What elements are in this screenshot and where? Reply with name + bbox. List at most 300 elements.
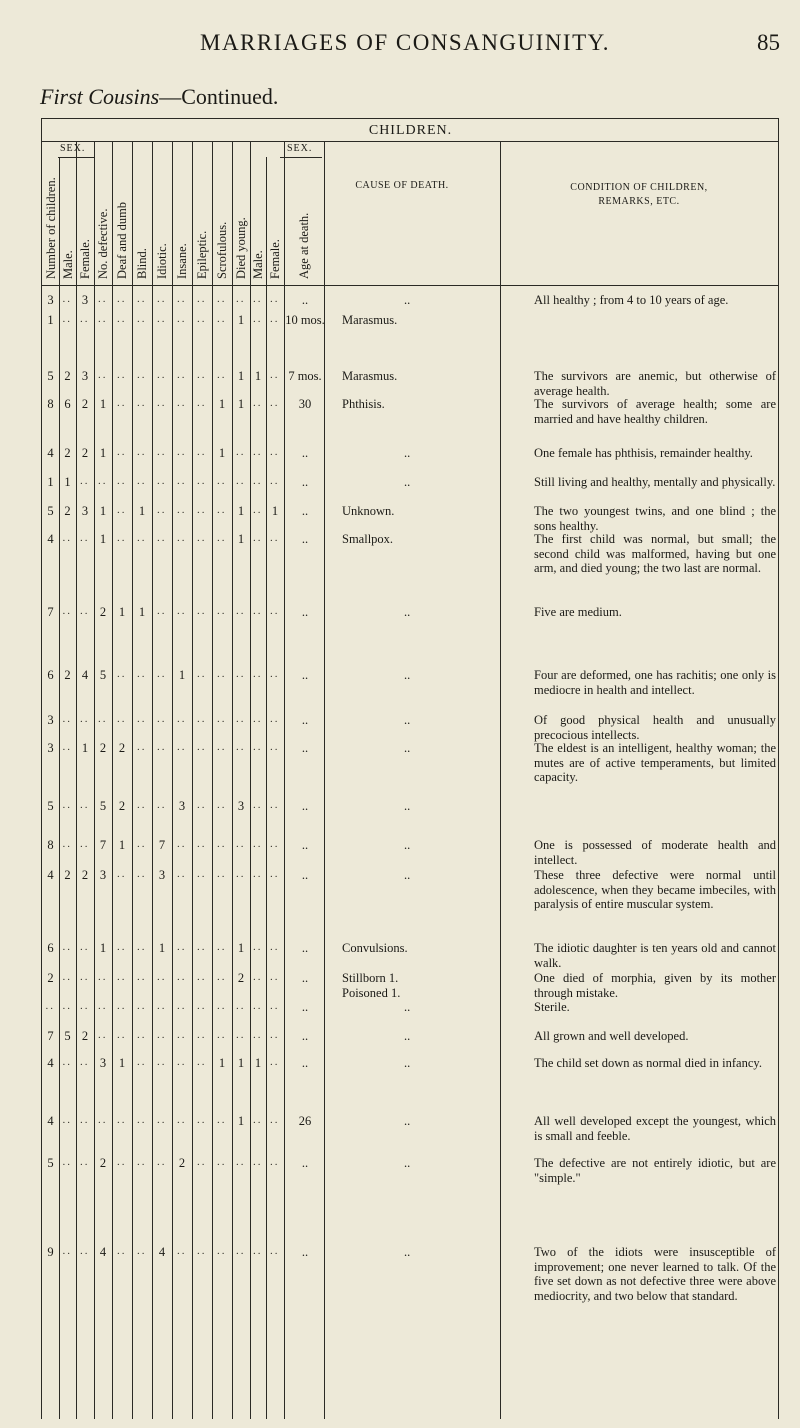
cause-header: CAUSE OF DEATH. (355, 180, 449, 191)
count-cell: 2 (64, 668, 71, 682)
count-cell: 4 (47, 532, 54, 546)
count-cell: 2 (47, 971, 54, 985)
age-at-death: .. (301, 532, 309, 546)
leader-dots: .. (270, 941, 280, 953)
leader-dots: .. (177, 1029, 187, 1041)
cause-of-death: Phthisis. (342, 397, 385, 411)
remark: All grown and well developed. (534, 1029, 689, 1043)
leader-dots: .. (197, 838, 207, 850)
column-header: Female. (78, 239, 92, 279)
column-rule (250, 141, 251, 1419)
leader-dots: .. (177, 1245, 187, 1257)
remark: The survivors are anemic, but otherwise of average health. (534, 369, 776, 398)
leader-dots: .. (157, 799, 167, 811)
column-header: Age at death. (297, 212, 311, 279)
count-cell: 5 (64, 1029, 71, 1043)
leader-dots: .. (177, 1114, 187, 1126)
leader-dots: .. (217, 741, 227, 753)
column-header: Female. (268, 239, 282, 279)
column-header: Male. (60, 250, 75, 279)
leader-dots: .. (117, 532, 127, 544)
age-at-death: .. (301, 1000, 309, 1014)
leader-dots: .. (270, 1029, 280, 1041)
count-cell: 1 (237, 369, 245, 383)
count-cell: 3 (47, 293, 54, 307)
leader-dots: .. (137, 369, 147, 381)
condition-header-2: REMARKS, ETC. (598, 196, 680, 207)
leader-dots: .. (80, 1156, 90, 1168)
leader-dots: .. (137, 1056, 147, 1068)
leader-dots: .. (177, 713, 187, 725)
column-rule (152, 141, 153, 1419)
leader-dots: .. (177, 1000, 187, 1012)
age-at-death: .. (301, 446, 309, 460)
leader-dots: .. (80, 313, 90, 325)
count-cell: 1 (118, 1056, 126, 1070)
leader-dots: .. (80, 1000, 90, 1012)
column-header: Deaf and dumb (115, 201, 129, 279)
count-cell: 1 (118, 605, 126, 619)
leader-dots: .. (98, 1029, 108, 1041)
leader-dots: .. (217, 941, 227, 953)
age-at-death: 10 mos. (285, 313, 325, 327)
leader-dots: .. (270, 971, 280, 983)
leader-dots: .. (197, 532, 207, 544)
leader-dots: .. (98, 475, 108, 487)
remark: Still living and healthy, mentally and physically. (534, 475, 776, 489)
count-cell: 5 (99, 668, 107, 682)
count-cell: 4 (47, 1114, 54, 1128)
leader-dots: .. (253, 941, 263, 953)
leader-dots: .. (62, 713, 72, 725)
leader-dots: .. (98, 313, 108, 325)
leader-dots: .. (137, 293, 147, 305)
leader-dots: .. (270, 1056, 280, 1068)
cause-of-death: .. (404, 475, 411, 489)
remark: Five are medium. (534, 605, 622, 619)
leader-dots: .. (217, 369, 227, 381)
leader-dots: .. (236, 838, 246, 850)
age-at-death: 26 (298, 1114, 312, 1128)
age-at-death: .. (301, 838, 309, 852)
leader-dots: .. (253, 1114, 263, 1126)
leader-dots: .. (157, 446, 167, 458)
leader-dots: .. (236, 293, 246, 305)
age-at-death: .. (301, 868, 309, 882)
leader-dots: .. (177, 941, 187, 953)
age-at-death: .. (301, 605, 309, 619)
leader-dots: .. (217, 293, 227, 305)
count-cell: 2 (99, 605, 107, 619)
leader-dots: .. (137, 1000, 147, 1012)
leader-dots: .. (217, 971, 227, 983)
leader-dots: .. (157, 475, 167, 487)
remark: The first child was normal, but small; the second child was malformed, having but one arm, and died young; the two last are normal. (534, 532, 776, 575)
count-cell: 4 (81, 668, 89, 682)
remark: Two of the idiots were insusceptible of improvement; one never learned to talk. Of the five set down as not defective three were above mediocrity, and two below that standard. (534, 1245, 776, 1303)
cause-of-death: .. (404, 1000, 411, 1014)
leader-dots: .. (177, 971, 187, 983)
column-header: Idiotic. (155, 243, 169, 279)
leader-dots: .. (177, 605, 187, 617)
leader-dots: .. (157, 397, 167, 409)
subtitle-italic: First Cousins (40, 84, 160, 109)
remark: All well developed except the youngest, which is small and feeble. (534, 1114, 776, 1143)
count-cell: 1 (99, 532, 107, 546)
leader-dots: .. (270, 605, 280, 617)
leader-dots: .. (62, 1000, 72, 1012)
leader-dots: .. (117, 971, 127, 983)
leader-dots: .. (197, 1056, 207, 1068)
leader-dots: .. (62, 1056, 72, 1068)
leader-dots: .. (177, 313, 187, 325)
leader-dots: .. (80, 971, 90, 983)
age-at-death: .. (301, 668, 309, 682)
count-cell: 2 (237, 971, 245, 985)
leader-dots: .. (117, 941, 127, 953)
remark: All healthy ; from 4 to 10 years of age. (534, 293, 729, 307)
leader-dots: .. (62, 605, 72, 617)
count-cell: 6 (47, 668, 54, 682)
count-cell: 1 (99, 941, 107, 955)
count-cell: 1 (64, 475, 71, 489)
leader-dots: .. (197, 475, 207, 487)
leader-dots: .. (270, 668, 280, 680)
count-cell: 4 (158, 1245, 166, 1259)
leader-dots: .. (197, 504, 207, 516)
leader-dots: .. (62, 1156, 72, 1168)
sex-header-right: SEX. (287, 143, 313, 154)
leader-dots: .. (137, 313, 147, 325)
count-cell: 3 (47, 713, 54, 727)
remark: The idiotic daughter is ten years old and cannot walk. (534, 941, 776, 970)
leader-dots: .. (80, 799, 90, 811)
leader-dots: .. (137, 446, 147, 458)
leader-dots: .. (270, 313, 280, 325)
remark: The two youngest twins, and one blind ; the sons healthy. (534, 504, 776, 533)
count-cell: 3 (178, 799, 186, 813)
leader-dots: .. (197, 313, 207, 325)
leader-dots: .. (137, 1029, 147, 1041)
remark: The defective are not entirely idiotic, but are "simple." (534, 1156, 776, 1185)
leader-dots: .. (270, 397, 280, 409)
leader-dots: .. (137, 397, 147, 409)
leader-dots: .. (197, 1156, 207, 1168)
leader-dots: .. (217, 1245, 227, 1257)
leader-dots: .. (253, 799, 263, 811)
count-cell: 1 (158, 941, 166, 955)
leader-dots: .. (253, 838, 263, 850)
cause-of-death: Poisoned 1. (342, 986, 401, 1000)
leader-dots: .. (197, 868, 207, 880)
remark: The eldest is an intelligent, healthy woman; the mutes are of active temperaments, but limited capacity. (534, 741, 776, 784)
cause-of-death: .. (404, 868, 411, 882)
leader-dots: .. (80, 532, 90, 544)
column-header: Number of children. (43, 177, 58, 279)
count-cell: 2 (178, 1156, 186, 1170)
count-cell: 1 (254, 1056, 262, 1070)
age-at-death: .. (301, 799, 309, 813)
leader-dots: .. (62, 799, 72, 811)
count-cell: 2 (99, 741, 107, 755)
leader-dots: .. (137, 1114, 147, 1126)
column-rule (94, 141, 95, 1419)
remark: One female has phthisis, remainder healthy. (534, 446, 753, 460)
count-cell: 1 (218, 446, 226, 460)
table-right-border (778, 119, 779, 1419)
column-rule (192, 141, 193, 1419)
column-header: Insane. (175, 243, 189, 279)
count-cell: 2 (81, 446, 89, 460)
leader-dots: .. (177, 838, 187, 850)
age-at-death: .. (301, 504, 309, 518)
leader-dots: .. (117, 1029, 127, 1041)
count-cell: 2 (81, 868, 89, 882)
age-at-death: .. (301, 971, 309, 985)
column-rule (76, 141, 77, 1419)
leader-dots: .. (217, 1156, 227, 1168)
leader-dots: .. (177, 1056, 187, 1068)
age-at-death: .. (301, 1056, 309, 1070)
count-cell: 3 (81, 504, 89, 518)
cause-of-death: .. (404, 1029, 411, 1043)
age-at-death: 7 mos. (288, 369, 322, 383)
leader-dots: .. (253, 668, 263, 680)
leader-dots: .. (270, 838, 280, 850)
remark: Four are deformed, one has rachitis; one only is mediocre in health and intellect. (534, 668, 776, 697)
age-at-death: .. (301, 475, 309, 489)
count-cell: 3 (99, 868, 107, 882)
leader-dots: .. (157, 369, 167, 381)
cause-of-death: .. (404, 1156, 411, 1170)
count-cell: 2 (118, 741, 126, 755)
count-cell: 5 (99, 799, 107, 813)
column-header: Male. (251, 250, 265, 279)
leader-dots: .. (217, 605, 227, 617)
leader-dots: .. (117, 868, 127, 880)
column-rule (284, 141, 285, 1419)
age-at-death: .. (301, 1029, 309, 1043)
leader-dots: .. (236, 1245, 246, 1257)
leader-dots: .. (270, 741, 280, 753)
cause-of-death: Marasmus. (342, 369, 398, 383)
leader-dots: .. (98, 369, 108, 381)
count-cell: 1 (254, 369, 262, 383)
column-rule (212, 141, 213, 1419)
column-rule (59, 157, 60, 1419)
leader-dots: .. (157, 1029, 167, 1041)
column-header: No. defective. (96, 208, 110, 279)
leader-dots: .. (117, 475, 127, 487)
children-group-header: CHILDREN. (368, 123, 453, 138)
count-cell: 3 (81, 369, 89, 383)
cause-of-death: .. (404, 446, 411, 460)
leader-dots: .. (80, 1056, 90, 1068)
page-number: 85 (757, 30, 780, 55)
leader-dots: .. (117, 397, 127, 409)
leader-dots: .. (98, 1000, 108, 1012)
count-cell: 1 (237, 397, 245, 411)
leader-dots: .. (117, 1156, 127, 1168)
cause-of-death: .. (404, 1114, 411, 1128)
leader-dots: .. (217, 532, 227, 544)
leader-dots: .. (253, 605, 263, 617)
leader-dots: .. (137, 532, 147, 544)
leader-dots: .. (62, 971, 72, 983)
column-rule (112, 141, 113, 1419)
remark: One died of morphia, given by its mother through mistake. (534, 971, 776, 1000)
leader-dots: .. (270, 293, 280, 305)
leader-dots: .. (197, 1114, 207, 1126)
count-cell: 7 (47, 1029, 54, 1043)
leader-dots: .. (157, 1114, 167, 1126)
leader-dots: .. (117, 504, 127, 516)
count-cell: 2 (118, 799, 126, 813)
leader-dots: .. (270, 1000, 280, 1012)
leader-dots: .. (137, 799, 147, 811)
leader-dots: .. (177, 532, 187, 544)
leader-dots: .. (217, 1029, 227, 1041)
count-cell: 1 (99, 397, 107, 411)
count-cell: 1 (47, 313, 54, 327)
leader-dots: .. (217, 1000, 227, 1012)
leader-dots: .. (157, 293, 167, 305)
leader-dots: .. (80, 838, 90, 850)
leader-dots: .. (62, 838, 72, 850)
count-cell: 1 (81, 741, 89, 755)
leader-dots: .. (197, 605, 207, 617)
cause-of-death: Smallpox. (342, 532, 394, 546)
leader-dots: .. (270, 799, 280, 811)
leader-dots: .. (62, 532, 72, 544)
age-at-death: .. (301, 713, 309, 727)
leader-dots: .. (117, 713, 127, 725)
leader-dots: .. (117, 1114, 127, 1126)
count-cell: 3 (99, 1056, 107, 1070)
leader-dots: .. (270, 868, 280, 880)
age-at-death: .. (301, 941, 309, 955)
cause-of-death: Stillborn 1. (342, 971, 399, 985)
leader-dots: .. (157, 668, 167, 680)
leader-dots: .. (217, 313, 227, 325)
leader-dots: .. (270, 475, 280, 487)
leader-dots: .. (137, 868, 147, 880)
leader-dots: .. (98, 293, 108, 305)
count-cell: 1 (237, 313, 245, 327)
leader-dots: .. (80, 1245, 90, 1257)
column-rule (172, 141, 173, 1419)
leader-dots: .. (270, 713, 280, 725)
leader-dots: .. (80, 713, 90, 725)
count-cell: 5 (47, 1156, 54, 1170)
count-cell: 1 (237, 1114, 245, 1128)
column-rule (232, 141, 233, 1419)
count-cell: 2 (64, 369, 71, 383)
leader-dots: .. (157, 1000, 167, 1012)
leader-dots: .. (217, 868, 227, 880)
leader-dots: .. (197, 713, 207, 725)
leader-dots: .. (137, 838, 147, 850)
leader-dots: .. (217, 475, 227, 487)
leader-dots: .. (157, 971, 167, 983)
count-cell: 1 (218, 397, 226, 411)
cause-of-death: .. (404, 741, 411, 755)
column-rule (266, 157, 267, 1419)
subtitle-rest: —Continued. (159, 84, 279, 109)
cause-of-death: .. (404, 1056, 411, 1070)
cause-of-death: Marasmus. (342, 313, 398, 327)
leader-dots: .. (253, 293, 263, 305)
count-cell: 7 (99, 838, 107, 852)
count-cell: 1 (237, 504, 245, 518)
leader-dots: .. (253, 741, 263, 753)
age-at-death: .. (301, 1245, 309, 1259)
age-at-death: .. (301, 1156, 309, 1170)
leader-dots: .. (236, 605, 246, 617)
count-cell: 6 (47, 941, 54, 955)
leader-dots: .. (157, 313, 167, 325)
cause-of-death: Unknown. (342, 504, 395, 518)
column-rule (500, 141, 501, 1419)
leader-dots: .. (62, 1114, 72, 1126)
leader-dots: .. (270, 1114, 280, 1126)
leader-dots: .. (137, 741, 147, 753)
leader-dots: .. (80, 605, 90, 617)
leader-dots: .. (157, 1156, 167, 1168)
count-cell: 1 (99, 504, 107, 518)
leader-dots: .. (117, 1000, 127, 1012)
count-cell: 1 (138, 504, 146, 518)
count-cell: 5 (47, 369, 54, 383)
leader-dots: .. (62, 741, 72, 753)
count-cell: 1 (99, 446, 107, 460)
leader-dots: .. (270, 532, 280, 544)
leader-dots: .. (157, 504, 167, 516)
count-cell: 2 (81, 397, 89, 411)
column-header: Scrofulous. (215, 221, 229, 279)
leader-dots: .. (157, 713, 167, 725)
count-cell: 1 (47, 475, 54, 489)
leader-dots: .. (137, 475, 147, 487)
leader-dots: .. (253, 475, 263, 487)
leader-dots: .. (270, 1245, 280, 1257)
leader-dots: .. (80, 1114, 90, 1126)
leader-dots: .. (117, 446, 127, 458)
leader-dots: .. (137, 971, 147, 983)
leader-dots: .. (197, 668, 207, 680)
leader-dots: .. (157, 605, 167, 617)
count-cell: 7 (158, 838, 166, 852)
leader-dots: .. (177, 868, 187, 880)
count-cell: 5 (47, 799, 54, 813)
leader-dots: .. (177, 475, 187, 487)
leader-dots: .. (253, 868, 263, 880)
count-cell: 3 (237, 799, 245, 813)
leader-dots: .. (117, 293, 127, 305)
leader-dots: .. (98, 713, 108, 725)
leader-dots: .. (253, 1156, 263, 1168)
count-cell: 1 (237, 1056, 245, 1070)
count-cell: 1 (271, 504, 279, 518)
leader-dots: .. (217, 838, 227, 850)
count-cell: 3 (47, 741, 54, 755)
count-cell: 3 (81, 293, 89, 307)
count-cell: 4 (47, 868, 54, 882)
leader-dots: .. (137, 668, 147, 680)
leader-dots: .. (177, 504, 187, 516)
leader-dots: .. (62, 313, 72, 325)
count-cell: 8 (47, 397, 54, 411)
